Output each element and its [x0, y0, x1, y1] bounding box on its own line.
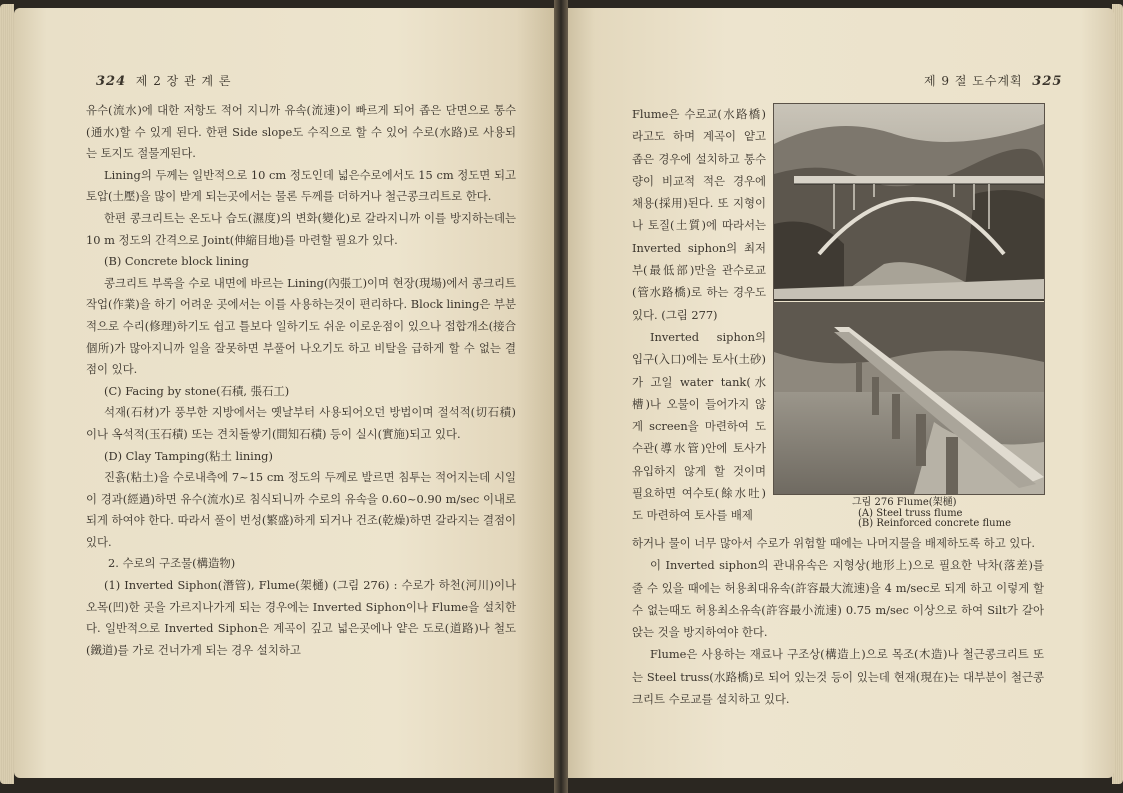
paragraph: Lining의 두께는 일반적으로 10 cm 정도인데 넓은수로에서도 15 cm 정도면 되고 토압(土壓)을 많이 받게 되는곳에서는 물론 두께를 더하거나 철근콩크리트로 한다. — [86, 167, 516, 204]
paragraph: 진흙(粘土)을 수로내측에 7~15 cm 정도의 두께로 발르면 침투는 적어지는데 시일이 경과(經過)하면 유수(流水)로 침식되니까 수로의 유속을 0.60~0.90 m/sec 이내로 되게 하여야 한다. 따라서 풀이 번성(繁盛)하게 되거나 건조(乾燥)하면 갈라지는 결점이 있다. — [86, 470, 516, 549]
figure-276-photo — [773, 103, 1045, 495]
figure-caption-title: 그림 276 Flume(架樋) — [852, 497, 957, 508]
paragraph: Flume은 수로교(水路橋)라고도 하며 계곡이 얕고 좁은 경우에 설치하고 통수량이 비교적 적은 경우에 채용(採用)된다. 또 지형이나 토질(土質)에 따라서는 Inverted siphon의 최저부(最低部)만을 관수로교(管水路橋)로 하는 경우도 있다. (그림 277) — [632, 107, 766, 322]
paragraph: Inverted siphon의 입구(入口)에는 토사(土砂)가 고일 water tank(水槽)나 오물이 들어가지 않게 screen을 마련하여 도수관(導水管)안에 토사가 유입하지 않게 할 것이며 필요하면 여수토(餘水吐)도 마련하여 토사를 배제 — [632, 329, 766, 523]
photo-b-concrete-flume — [774, 302, 1044, 494]
right-page-number: 325 — [1032, 74, 1063, 89]
left-page-number: 324 — [96, 74, 127, 89]
paragraph: 하거나 물이 너무 많아서 수로가 위험할 때에는 나머지물을 배제하도록 하고 있다. — [632, 536, 1035, 550]
figure-caption-a: (A) Steel truss flume — [858, 508, 963, 519]
book-gutter — [554, 0, 568, 793]
left-body-text — [86, 100, 516, 661]
paragraph: (1) Inverted Siphon(潛管), Flume(架樋) (그림 276) : 수로가 하천(河川)이나 오목(凹)한 곳을 가르지나가게 되는 경우에는 Inverted Siphon이나 Flume을 설치한다. 일반적으로 Inverted Siphon은 계곡이 깊고 넓은곳에나 얕은 도로(道路)나 철도(鐵道)를 가로 건너가게 되는 경우 설치하고 — [86, 578, 516, 657]
right-running-head — [924, 72, 1062, 89]
paragraph: Flume은 사용하는 재료나 구조상(構造上)으로 목조(木造)나 철근콩크리트 또는 Steel truss(水路橋)로 되어 있는것 등이 있는데 현재(現在)는 대부분이 철근콩크리트 수로교를 설치하고 있다. — [632, 647, 1044, 707]
figure-caption-b: (B) Reinforced concrete flume — [858, 518, 1012, 529]
right-column-text — [632, 103, 766, 527]
right-page — [562, 8, 1114, 778]
flume-photographs — [774, 104, 1044, 494]
paragraph: 콩크리트 부록을 수로 내면에 바르는 Lining(內張工)이며 현장(現場)에서 콩크리트 작업(作業)을 하기 어려운 곳에서는 이를 사용하는것이 편리하다. Block lining은 부분적으로 수리(修理)하기도 쉽고 틀보다 일하기도 쉬운 이로운점이 있으나 접합개소(接合個所)가 많아지니까 일을 잘못하면 부풀어 나오기도 하고 비탈을 급하게 할 수 없는 결점이 있다. — [86, 275, 517, 377]
subheading: (C) Facing by stone(石積, 張石工) — [104, 383, 290, 398]
left-page — [14, 8, 560, 778]
subheading: (B) Concrete block lining — [104, 254, 249, 269]
paragraph: 석재(石材)가 풍부한 지방에서는 옛날부터 사용되어오던 방법이며 절석적(切石積)이나 옥석적(玉石積) 또는 견치돌쌓기(間知石積) 등이 실시(實施)되고 있다. — [86, 405, 516, 441]
paragraph: 이 Inverted siphon의 관내유속은 지형상(地形上)으로 필요한 낙차(落差)를 줄 수 있을 때에는 허용최대유속(許容最大流速)을 4 m/sec로 되게 하고 이렇게 할 수 없는때도 허용최소유속(許容最小流速) 0.75 m/sec 이상으로 하여 Silt가 갈아앉는 것을 방지하여야 한다. — [632, 558, 1044, 640]
subheading: (D) Clay Tamping(粘土 lining) — [104, 448, 273, 463]
section-heading: 2. 수로의 구조물(構造物) — [108, 556, 236, 571]
right-body-text — [632, 532, 1044, 710]
right-section-title: 제 9 절 도수계획 — [924, 74, 1023, 88]
paragraph: 유수(流水)에 대한 저항도 적어 지니까 유속(流速)이 빠르게 되어 좁은 단면으로 통수(通水)할 수 있게 된다. 한편 Side slope도 수직으로 할 수 있어 수로(水路)로 사용되는 토지도 절물게된다. — [86, 103, 516, 161]
left-running-head — [96, 72, 231, 89]
photo-a-steel-truss-flume — [774, 104, 1044, 299]
left-page-edges — [0, 4, 14, 784]
left-chapter-title: 제 2 장 관 계 론 — [135, 74, 232, 88]
paragraph: 한편 콩크리트는 온도나 습도(濕度)의 변화(變化)로 갈라지니까 이를 방지하는데는 10 m 정도의 간격으로 Joint(伸縮目地)를 마련할 필요가 있다. — [86, 210, 516, 247]
